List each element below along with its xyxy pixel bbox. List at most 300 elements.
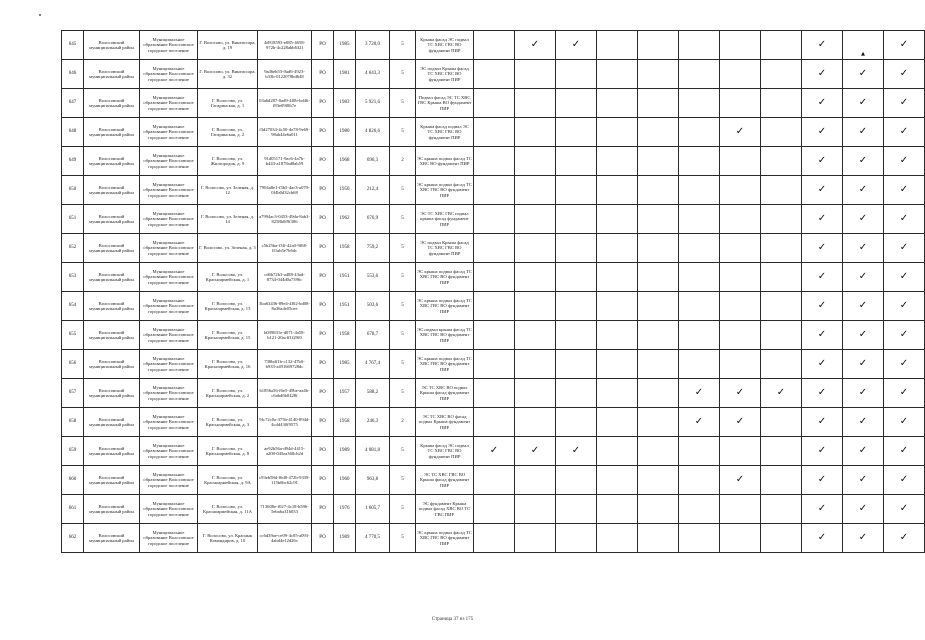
check-mark-icon: ✓: [884, 524, 925, 553]
district-cell: Волосовский муниципальный район: [84, 321, 140, 350]
check-mark-icon: ✓: [884, 321, 925, 350]
row-number: 646: [62, 60, 84, 89]
term-cell: 5: [390, 321, 416, 350]
check-mark-icon: ✓: [802, 205, 843, 234]
works-list-cell: Крыша фасад подвал ЭС ТС ХВС ГВС ВО фундамент ПИР: [416, 118, 474, 147]
check-mark-icon: ✓: [884, 263, 925, 292]
check-mark-icon: ✓: [843, 118, 884, 147]
guid-cell: a7994ac3-0453-49da-8ab3-8258b0f9f306: [258, 205, 312, 234]
row-number: 654: [62, 292, 84, 321]
empty-mark-cell: [638, 524, 679, 553]
table-row: [62, 263, 925, 292]
settlement-cell: Муниципальное образование Волосовское городское поселение: [140, 234, 198, 263]
term-cell: 2: [390, 147, 416, 176]
build-year-cell: 1985: [334, 350, 356, 379]
check-mark-icon: ✓: [843, 350, 884, 379]
guid-cell: 730bdf1b-c132-47b0-b933-a491669728dc: [258, 350, 312, 379]
empty-mark-cell: [761, 466, 802, 495]
empty-mark-cell: [720, 321, 761, 350]
row-number: 656: [62, 350, 84, 379]
fund-form-cell: РО: [312, 31, 334, 60]
check-mark-icon: ✓: [720, 408, 761, 437]
check-mark-icon: ✓: [884, 234, 925, 263]
address-cell: Г. Волосово, ул. Красноармейская, д. 15: [198, 321, 258, 350]
guid-cell: 91d05171-9ac6-4a7b-b443-a1878ad8ab59: [258, 147, 312, 176]
term-cell: 5: [390, 350, 416, 379]
empty-mark-cell: [515, 495, 556, 524]
term-cell: 2: [390, 408, 416, 437]
empty-mark-cell: [761, 147, 802, 176]
settlement-cell: Муниципальное образование Волосовское городское поселение: [140, 495, 198, 524]
district-cell: Волосовский муниципальный район: [84, 31, 140, 60]
table-row: [62, 176, 925, 205]
empty-mark-cell: [679, 89, 720, 118]
table-row: [62, 118, 925, 147]
guid-cell: 3ba63436-89e4-4f02-bd08-8a36a4e05cee: [258, 292, 312, 321]
check-mark-icon: ✓: [843, 437, 884, 466]
empty-mark-cell: [474, 466, 515, 495]
area-cell: 678,7: [356, 321, 390, 350]
area-cell: 553,6: [356, 263, 390, 292]
empty-mark-cell: [515, 147, 556, 176]
guid-cell: 7904a8e1-f3b5-4ac3-a070-0f4b0d32cb68: [258, 176, 312, 205]
area-cell: 676,9: [356, 205, 390, 234]
district-cell: Волосовский муниципальный район: [84, 379, 140, 408]
row-number: 662: [62, 524, 84, 553]
empty-mark-cell: [679, 263, 720, 292]
empty-mark-cell: [515, 234, 556, 263]
table-row: [62, 321, 925, 350]
empty-mark-cell: [720, 292, 761, 321]
table-row: [62, 147, 925, 176]
table-row: [62, 89, 925, 118]
check-mark-icon: ✓: [679, 379, 720, 408]
guid-cell: 03a6d287-0ad9-4f0b-bd46-f83e09f8b7e: [258, 89, 312, 118]
capital-repair-table: [61, 30, 925, 553]
check-mark-icon: ✓: [802, 495, 843, 524]
empty-mark-cell: [556, 408, 597, 437]
empty-mark-cell: [515, 263, 556, 292]
settlement-cell: Муниципальное образование Волосовское городское поселение: [140, 408, 198, 437]
empty-mark-cell: [761, 350, 802, 379]
build-year-cell: 1958: [334, 321, 356, 350]
row-number: 659: [62, 437, 84, 466]
check-mark-icon: ✓: [843, 524, 884, 553]
empty-mark-cell: [556, 524, 597, 553]
check-mark-icon: ✓: [884, 118, 925, 147]
empty-mark-cell: [638, 263, 679, 292]
check-mark-icon: ✓: [843, 292, 884, 321]
term-cell: 5: [390, 89, 416, 118]
empty-mark-cell: [761, 263, 802, 292]
check-mark-icon: ✓: [843, 379, 884, 408]
check-mark-icon: ✓: [802, 176, 843, 205]
check-mark-icon: ✓: [843, 263, 884, 292]
empty-mark-cell: [474, 321, 515, 350]
term-cell: 5: [390, 263, 416, 292]
works-list-cell: ЭС ТС ХВС ВО фасад подвал Крыша фундамент ПИР: [416, 408, 474, 437]
table-row: [62, 205, 925, 234]
district-cell: Волосовский муниципальный район: [84, 263, 140, 292]
area-cell: 4 770,5: [356, 524, 390, 553]
check-mark-icon: ✓: [884, 379, 925, 408]
area-cell: 4 081,8: [356, 437, 390, 466]
row-number: 649: [62, 147, 84, 176]
works-list-cell: ЭС ТС ХВС ГВС подвал крыша фасад фундамент ПИР: [416, 205, 474, 234]
guid-cell: c93eb58d-f6d8-472b-9339-115b6bc62c91: [258, 466, 312, 495]
empty-mark-cell: [515, 292, 556, 321]
check-mark-icon: ✓: [556, 31, 597, 60]
empty-mark-cell: [556, 379, 597, 408]
empty-mark-cell: [638, 234, 679, 263]
address-cell: Г. Волосово, ул. Зеленая, д. 5: [198, 234, 258, 263]
term-cell: 5: [390, 379, 416, 408]
table-row: [62, 495, 925, 524]
empty-mark-cell: [597, 437, 638, 466]
area-cell: 4 643,3: [356, 60, 390, 89]
empty-mark-cell: [638, 31, 679, 60]
row-number: 661: [62, 495, 84, 524]
address-cell: Г. Волосово, ул. Зеленая, д. 12: [198, 176, 258, 205]
empty-mark-cell: [597, 524, 638, 553]
check-mark-icon: ✓: [843, 176, 884, 205]
empty-mark-cell: [515, 350, 556, 379]
empty-mark-cell: [638, 437, 679, 466]
build-year-cell: 1950: [334, 176, 356, 205]
check-mark-icon: ✓: [843, 408, 884, 437]
empty-mark-cell: [720, 89, 761, 118]
address-cell: Г. Волосово, ул. Вингиссара, д. 19: [198, 31, 258, 60]
empty-mark-cell: [638, 466, 679, 495]
table-row: [62, 408, 925, 437]
fund-form-cell: РО: [312, 263, 334, 292]
area-cell: 3 720,0: [356, 31, 390, 60]
settlement-cell: Муниципальное образование Волосовское городское поселение: [140, 379, 198, 408]
empty-mark-cell: [597, 205, 638, 234]
empty-mark-cell: [597, 263, 638, 292]
settlement-cell: Муниципальное образование Волосовское городское поселение: [140, 60, 198, 89]
build-year-cell: 1960: [334, 466, 356, 495]
area-cell: 588,2: [356, 379, 390, 408]
settlement-cell: Муниципальное образование Волосовское городское поселение: [140, 350, 198, 379]
works-list-cell: ЭС ТС ХВС ВО подвал Крыша фасад фундамент ПИР: [416, 379, 474, 408]
build-year-cell: 1951: [334, 263, 356, 292]
fund-form-cell: РО: [312, 524, 334, 553]
empty-mark-cell: [597, 234, 638, 263]
check-mark-icon: ✓: [884, 408, 925, 437]
empty-mark-cell: [556, 118, 597, 147]
works-list-cell: ЭС подвал крыша фасад ТС ХВС ГВС ВО фундамент ПИР: [416, 321, 474, 350]
empty-mark-cell: [761, 524, 802, 553]
check-mark-icon: ✓: [884, 495, 925, 524]
settlement-cell: Муниципальное образование Волосовское городское поселение: [140, 466, 198, 495]
area-cell: 4 767,4: [356, 350, 390, 379]
check-mark-icon: ✓: [802, 263, 843, 292]
address-cell: Г. Волосово, ул. Краснык Командиров, д. 10: [198, 524, 258, 553]
address-cell: Г. Волосово, ул. Красноармейская, д. 1: [198, 263, 258, 292]
empty-mark-cell: [597, 379, 638, 408]
fund-form-cell: РО: [312, 408, 334, 437]
empty-mark-cell: [720, 31, 761, 60]
empty-mark-cell: [474, 31, 515, 60]
empty-mark-cell: [556, 263, 597, 292]
empty-mark-cell: [761, 292, 802, 321]
check-mark-icon: ✓: [802, 524, 843, 553]
empty-mark-cell: [638, 176, 679, 205]
fund-form-cell: РО: [312, 147, 334, 176]
check-mark-icon: ✓: [884, 350, 925, 379]
empty-mark-cell: [638, 205, 679, 234]
table-row: [62, 437, 925, 466]
check-mark-icon: ✓: [884, 437, 925, 466]
empty-mark-cell: [597, 466, 638, 495]
works-list-cell: ЭС крыша подвал фасад ТС ХВС ГВС ВО фундамент ПИР: [416, 176, 474, 205]
works-list-cell: ЭС крыша подвал фасад ТС ХВС ГВС ВО фундамент ПИР: [416, 524, 474, 553]
works-list-cell: ЭС подвал Крыша фасад ТС ХВС ГВС ВО фундамент ПИР: [416, 60, 474, 89]
check-mark-icon: ✓: [884, 466, 925, 495]
address-cell: Г. Волосово, ул. Красноармейская, д. 9А: [198, 466, 258, 495]
term-cell: 5: [390, 437, 416, 466]
table-row: [62, 379, 925, 408]
district-cell: Волосовский муниципальный район: [84, 466, 140, 495]
empty-mark-cell: [679, 524, 720, 553]
empty-mark-cell: [597, 118, 638, 147]
term-cell: 5: [390, 495, 416, 524]
area-cell: 212,4: [356, 176, 390, 205]
area-cell: 5 921,6: [356, 89, 390, 118]
empty-mark-cell: [515, 321, 556, 350]
guid-cell: cd6b72b3-a488-43ad-8734-044d0a7396c: [258, 263, 312, 292]
works-list-cell: Подвал фасад ЭС ТС ХВС ГВС Крыша ВО фундамент ПИР: [416, 89, 474, 118]
area-cell: 503,6: [356, 292, 390, 321]
empty-mark-cell: [679, 60, 720, 89]
check-mark-icon: ✓: [802, 379, 843, 408]
empty-mark-cell: [515, 118, 556, 147]
empty-mark-cell: [679, 321, 720, 350]
check-mark-icon: ✓: [884, 60, 925, 89]
check-mark-icon: ✓: [802, 437, 843, 466]
empty-mark-cell: [474, 263, 515, 292]
term-cell: 5: [390, 60, 416, 89]
empty-mark-cell: [474, 176, 515, 205]
empty-mark-cell: [597, 495, 638, 524]
fund-form-cell: РО: [312, 205, 334, 234]
check-mark-icon: ✓: [720, 118, 761, 147]
build-year-cell: 1989: [334, 437, 356, 466]
works-list-cell: ЭС крыша подвал фасад ТС ХВС ГВС ВО фундамент ПИР: [416, 350, 474, 379]
empty-mark-cell: [720, 176, 761, 205]
check-mark-icon: ✓: [802, 292, 843, 321]
row-number: 645: [62, 31, 84, 60]
empty-mark-cell: [679, 466, 720, 495]
empty-mark-cell: [474, 118, 515, 147]
empty-mark-cell: [679, 234, 720, 263]
address-cell: Г. Волосово, ул. Красноармейская, д. 13: [198, 292, 258, 321]
empty-mark-cell: [720, 234, 761, 263]
check-mark-icon: ✓: [884, 205, 925, 234]
fund-form-cell: РО: [312, 495, 334, 524]
empty-mark-cell: [720, 495, 761, 524]
check-mark-icon: ✓: [802, 234, 843, 263]
empty-mark-cell: [761, 234, 802, 263]
build-year-cell: 1981: [334, 60, 356, 89]
row-number: 657: [62, 379, 84, 408]
district-cell: Волосовский муниципальный район: [84, 350, 140, 379]
empty-mark-cell: [515, 60, 556, 89]
settlement-cell: Муниципальное образование Волосовское городское поселение: [140, 524, 198, 553]
empty-mark-cell: [474, 89, 515, 118]
check-mark-icon: ✓: [515, 437, 556, 466]
works-list-cell: ЭС крыша подвал фасад ТС ХВС ГВС ВО фундамент ПИР: [416, 263, 474, 292]
works-list-cell: ЭС подвал Крыша фасад ТС ХВС ГВС ВО фундамент ПИР: [416, 234, 474, 263]
empty-mark-cell: [679, 292, 720, 321]
empty-mark-cell: [556, 321, 597, 350]
address-cell: Г. Волосово, ул. Гагаринская, д. 1: [198, 89, 258, 118]
district-cell: Волосовский муниципальный район: [84, 292, 140, 321]
row-number: 653: [62, 263, 84, 292]
empty-mark-cell: [761, 118, 802, 147]
empty-mark-cell: [515, 466, 556, 495]
term-cell: 5: [390, 524, 416, 553]
build-year-cell: 1951: [334, 292, 356, 321]
empty-mark-cell: [556, 234, 597, 263]
empty-mark-cell: [597, 408, 638, 437]
empty-mark-cell: [515, 205, 556, 234]
address-cell: Г. Волосово, ул. Красноармейская, д. 3: [198, 408, 258, 437]
empty-mark-cell: [679, 205, 720, 234]
check-mark-icon: ✓: [802, 60, 843, 89]
build-year-cell: 1958: [334, 408, 356, 437]
address-cell: Г. Волосово, ул. Красноармейская, д. 8: [198, 437, 258, 466]
empty-mark-cell: [474, 292, 515, 321]
empty-mark-cell: [761, 495, 802, 524]
district-cell: Волосовский муниципальный район: [84, 524, 140, 553]
check-mark-icon: ✓: [720, 466, 761, 495]
row-number: 652: [62, 234, 84, 263]
district-cell: Волосовский муниципальный район: [84, 89, 140, 118]
works-list-cell: ЭС крыша подвал фасад ТС ХВС ГВС ВО фундамент ПИР: [416, 292, 474, 321]
fund-form-cell: РО: [312, 466, 334, 495]
empty-mark-cell: [761, 60, 802, 89]
empty-mark-cell: [474, 524, 515, 553]
row-number: 658: [62, 408, 84, 437]
row-number: 651: [62, 205, 84, 234]
settlement-cell: Муниципальное образование Волосовское городское поселение: [140, 263, 198, 292]
empty-mark-cell: [679, 176, 720, 205]
district-cell: Волосовский муниципальный район: [84, 176, 140, 205]
build-year-cell: 1976: [334, 495, 356, 524]
build-year-cell: 1980: [334, 118, 356, 147]
area-cell: 246,3: [356, 408, 390, 437]
district-cell: Волосовский муниципальный район: [84, 60, 140, 89]
term-cell: 5: [390, 31, 416, 60]
row-number: 648: [62, 118, 84, 147]
settlement-cell: Муниципальное образование Волосовское городское поселение: [140, 321, 198, 350]
settlement-cell: Муниципальное образование Волосовское городское поселение: [140, 118, 198, 147]
empty-mark-cell: [638, 89, 679, 118]
check-mark-icon: ✓: [761, 379, 802, 408]
settlement-cell: Муниципальное образование Волосовское городское поселение: [140, 89, 198, 118]
empty-mark-cell: [556, 350, 597, 379]
build-year-cell: 1989: [334, 524, 356, 553]
check-mark-icon: ✓: [802, 466, 843, 495]
address-cell: Г. Волосово, ул. Красноармейская, д. 2: [198, 379, 258, 408]
empty-mark-cell: [720, 350, 761, 379]
row-number: 655: [62, 321, 84, 350]
build-year-cell: 1962: [334, 205, 356, 234]
district-cell: Волосовский муниципальный район: [84, 118, 140, 147]
fund-form-cell: РО: [312, 60, 334, 89]
table-row: [62, 31, 925, 60]
term-cell: 5: [390, 118, 416, 147]
district-cell: Волосовский муниципальный район: [84, 408, 140, 437]
table-row: [62, 234, 925, 263]
address-cell: Г. Волосово, ул. Гагаринская, д. 2: [198, 118, 258, 147]
empty-mark-cell: [638, 292, 679, 321]
check-mark-icon: ✓: [884, 147, 925, 176]
check-mark-icon: ✓: [802, 89, 843, 118]
check-mark-icon: ✓: [884, 31, 925, 60]
empty-mark-cell: [638, 60, 679, 89]
fund-form-cell: РО: [312, 234, 334, 263]
check-mark-icon: ✓: [474, 437, 515, 466]
district-cell: Волосовский муниципальный район: [84, 437, 140, 466]
address-cell: Г. Волосово, ул. Вингиссара, д. 32: [198, 60, 258, 89]
build-year-cell: 1968: [334, 147, 356, 176]
check-mark-icon: ✓: [843, 60, 884, 89]
build-year-cell: 1957: [334, 379, 356, 408]
area-cell: 696,3: [356, 147, 390, 176]
guid-cell: 9a46eb53-0ad6-4923-b33b-0122078bd648: [258, 60, 312, 89]
empty-mark-cell: [679, 495, 720, 524]
district-cell: Волосовский муниципальный район: [84, 495, 140, 524]
table-row: [62, 292, 925, 321]
empty-mark-cell: [720, 437, 761, 466]
empty-mark-cell: [474, 379, 515, 408]
empty-mark-cell: [761, 205, 802, 234]
empty-mark-cell: [638, 495, 679, 524]
works-list-cell: Крыша фасад ЭС подвал ТС ХВС ГВС ВО фундамент ПИР: [416, 31, 474, 60]
check-mark-icon: ✓: [843, 234, 884, 263]
check-mark-icon: ✓: [802, 147, 843, 176]
area-cell: 1 605,7: [356, 495, 390, 524]
check-mark-icon: ✓: [720, 379, 761, 408]
area-cell: 759,2: [356, 234, 390, 263]
check-mark-icon: ✓: [843, 321, 884, 350]
table-row: [62, 466, 925, 495]
check-mark-icon: ✓: [515, 31, 556, 60]
fund-form-cell: РО: [312, 379, 334, 408]
row-number: 650: [62, 176, 84, 205]
build-year-cell: 1983: [334, 89, 356, 118]
empty-mark-cell: [597, 147, 638, 176]
check-mark-icon: ✓: [843, 205, 884, 234]
works-list-cell: ЭС крыша подвал фасад ТС ХВС ВО фундамент ПИР: [416, 147, 474, 176]
table-row: [62, 524, 925, 553]
check-mark-icon: ✓: [802, 118, 843, 147]
term-cell: 5: [390, 234, 416, 263]
fund-form-cell: РО: [312, 292, 334, 321]
empty-mark-cell: [638, 118, 679, 147]
empty-mark-cell: [761, 176, 802, 205]
area-cell: 4 826,6: [356, 118, 390, 147]
empty-mark-cell: [761, 89, 802, 118]
scan-speck: [39, 14, 41, 16]
empty-mark-cell: [720, 147, 761, 176]
fund-form-cell: РО: [312, 321, 334, 350]
fund-form-cell: РО: [312, 437, 334, 466]
check-mark-icon: ✓: [884, 292, 925, 321]
